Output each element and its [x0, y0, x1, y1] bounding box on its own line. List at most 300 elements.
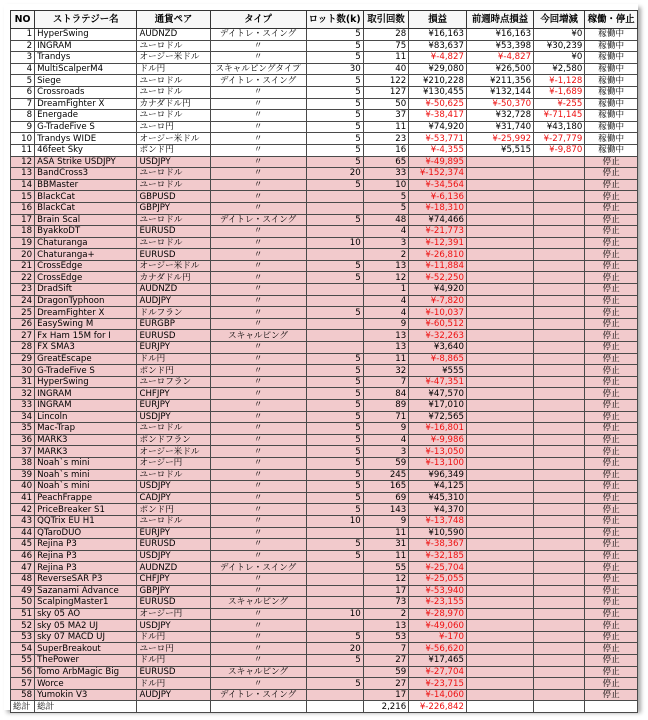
cell-no: 45 — [11, 539, 35, 551]
cell-status: 停止 — [585, 226, 638, 238]
cell-type: 〃 — [210, 492, 306, 504]
cell-no: 24 — [11, 295, 35, 307]
cell-change — [534, 237, 585, 249]
table-row — [11, 272, 638, 284]
table-row — [11, 260, 638, 272]
cell-trades: 73 — [363, 597, 409, 609]
cell-pnl: ¥4,370 — [409, 504, 467, 516]
cell-pnl: ¥-56,620 — [409, 643, 467, 655]
cell-trades: 13 — [363, 260, 409, 272]
cell-trades: 12 — [363, 272, 409, 284]
cell-currency-pair: ユーロ円 — [137, 121, 210, 133]
cell-no: 42 — [11, 504, 35, 516]
cell-strategy-name: GreatEscape — [35, 353, 137, 365]
cell-pnl: ¥-25,055 — [409, 573, 467, 585]
report-frame — [4, 4, 638, 710]
cell-prev-week-pnl — [466, 573, 533, 585]
cell-lots: 5 — [306, 411, 363, 423]
cell-prev-week-pnl: ¥32,728 — [466, 110, 533, 122]
cell-change — [534, 342, 585, 354]
cell-currency-pair: EURUSD — [137, 666, 210, 678]
cell-type: 〃 — [210, 504, 306, 516]
cell-pnl: ¥-23,155 — [409, 597, 467, 609]
cell-currency-pair: EURUSD — [137, 597, 210, 609]
table-row — [11, 284, 638, 296]
cell-pnl: ¥-12,391 — [409, 237, 467, 249]
table-row — [11, 585, 638, 597]
cell-status: 停止 — [585, 689, 638, 701]
cell-pnl: ¥-8,865 — [409, 353, 467, 365]
cell-no: 5 — [11, 75, 35, 87]
table-row — [11, 689, 638, 701]
cell-trades: 75 — [363, 40, 409, 52]
table-row — [11, 527, 638, 539]
cell-status: 停止 — [585, 307, 638, 319]
cell-status: 停止 — [585, 666, 638, 678]
cell-currency-pair: ユーロドル — [137, 515, 210, 527]
cell-change — [534, 318, 585, 330]
cell-lots — [306, 562, 363, 574]
cell-no: 2 — [11, 40, 35, 52]
cell-no: 56 — [11, 666, 35, 678]
cell-strategy-name: QTaroDUO — [35, 527, 137, 539]
cell-change — [534, 585, 585, 597]
cell-currency-pair: カナダドル円 — [137, 272, 210, 284]
cell-change — [534, 608, 585, 620]
table-row — [11, 295, 638, 307]
col-header-no: NO — [11, 11, 35, 29]
cell-no: 14 — [11, 179, 35, 191]
table-row — [11, 98, 638, 110]
cell-lots — [306, 666, 363, 678]
cell-trades: 11 — [363, 52, 409, 64]
cell-status: 停止 — [585, 655, 638, 667]
cell-strategy-name: sky 07 MACD UJ — [35, 631, 137, 643]
cell-strategy-name: Noah`s mini — [35, 457, 137, 469]
cell-trades: 7 — [363, 376, 409, 388]
cell-type: 〃 — [210, 620, 306, 632]
cell-status: 停止 — [585, 608, 638, 620]
col-header-prev-week-pnl: 前週時点損益 — [466, 11, 533, 29]
table-row — [11, 469, 638, 481]
cell-type: デイトレ・スイング — [210, 75, 306, 87]
cell-lots — [306, 689, 363, 701]
cell-change — [534, 492, 585, 504]
cell-type: 〃 — [210, 469, 306, 481]
cell-lots — [306, 330, 363, 342]
cell-no: 58 — [11, 689, 35, 701]
cell-currency-pair: オージー米ドル — [137, 52, 210, 64]
cell-pnl: ¥-34,564 — [409, 179, 467, 191]
cell-type: デイトレ・スイング — [210, 29, 306, 41]
cell-currency-pair: ユーロドル — [137, 168, 210, 180]
cell-status: 停止 — [585, 504, 638, 516]
cell-change — [534, 272, 585, 284]
cell-status: 停止 — [585, 492, 638, 504]
cell-trades: 13 — [363, 620, 409, 632]
cell-trades: 11 — [363, 527, 409, 539]
cell-pnl: ¥72,565 — [409, 411, 467, 423]
cell-trades: 4 — [363, 434, 409, 446]
table-row — [11, 29, 638, 41]
cell-prev-week-pnl — [466, 376, 533, 388]
cell-change — [534, 388, 585, 400]
cell-status: 稼働中 — [585, 98, 638, 110]
cell-change — [534, 515, 585, 527]
table-row — [11, 620, 638, 632]
cell-strategy-name: MultiScalperM4 — [35, 63, 137, 75]
cell-currency-pair: GBPUSD — [137, 191, 210, 203]
cell-no: 25 — [11, 307, 35, 319]
cell-currency-pair: USDJPY — [137, 411, 210, 423]
cell-lots — [306, 585, 363, 597]
cell-change — [534, 260, 585, 272]
cell-type: 〃 — [210, 272, 306, 284]
cell-trades: 2 — [363, 608, 409, 620]
cell-change: ¥-27,779 — [534, 133, 585, 145]
cell-no: 27 — [11, 330, 35, 342]
cell-trades: 11 — [363, 550, 409, 562]
cell-type: 〃 — [210, 434, 306, 446]
cell-trades: 13 — [363, 330, 409, 342]
cell-strategy-name: MARK3 — [35, 446, 137, 458]
table-row — [11, 75, 638, 87]
cell-lots — [306, 342, 363, 354]
cell-pnl: ¥-16,801 — [409, 423, 467, 435]
cell-status: 停止 — [585, 597, 638, 609]
cell-strategy-name: Mac-Trap — [35, 423, 137, 435]
table-row — [11, 376, 638, 388]
table-row — [11, 678, 638, 690]
cell-trades: 59 — [363, 457, 409, 469]
cell-type: デイトレ・スイング — [210, 214, 306, 226]
cell-type: スキャルピング — [210, 666, 306, 678]
cell-status: 停止 — [585, 156, 638, 168]
cell-status: 停止 — [585, 318, 638, 330]
cell-type: 〃 — [210, 678, 306, 690]
cell-status: 停止 — [585, 573, 638, 585]
col-header-status: 稼働・停止 — [585, 11, 638, 29]
cell-pnl: ¥-47,351 — [409, 376, 467, 388]
cell-pnl: ¥-23,715 — [409, 678, 467, 690]
cell-pnl: ¥16,163 — [409, 29, 467, 41]
cell-pnl: ¥-49,060 — [409, 620, 467, 632]
cell-change — [534, 446, 585, 458]
cell-type: 〃 — [210, 411, 306, 423]
table-row — [11, 666, 638, 678]
cell-strategy-name: Trandys WIDE — [35, 133, 137, 145]
cell-change — [534, 469, 585, 481]
cell-strategy-name: Crossroads — [35, 86, 137, 98]
cell-prev-week-pnl — [466, 434, 533, 446]
cell-trades: 1 — [363, 284, 409, 296]
cell-status: 稼働中 — [585, 110, 638, 122]
cell-prev-week-pnl — [466, 214, 533, 226]
cell-type: 〃 — [210, 226, 306, 238]
cell-currency-pair: ユーロフラン — [137, 376, 210, 388]
cell-currency-pair: オージー円 — [137, 457, 210, 469]
cell-no: 46 — [11, 550, 35, 562]
cell-prev-week-pnl — [466, 492, 533, 504]
cell-change — [534, 689, 585, 701]
cell-pnl: ¥17,010 — [409, 400, 467, 412]
total-cell — [466, 701, 533, 713]
col-header-pnl: 損益 — [409, 11, 467, 29]
total-cell — [306, 701, 363, 713]
cell-currency-pair: ドル円 — [137, 678, 210, 690]
cell-trades: 3 — [363, 446, 409, 458]
cell-no: 28 — [11, 342, 35, 354]
cell-prev-week-pnl — [466, 342, 533, 354]
total-row — [11, 701, 638, 713]
cell-trades: 9 — [363, 318, 409, 330]
cell-prev-week-pnl: ¥-25,992 — [466, 133, 533, 145]
cell-trades: 3 — [363, 237, 409, 249]
cell-trades: 127 — [363, 86, 409, 98]
cell-no: 6 — [11, 86, 35, 98]
cell-change: ¥-1,128 — [534, 75, 585, 87]
table-row — [11, 237, 638, 249]
cell-strategy-name: Noah`s mini — [35, 481, 137, 493]
cell-prev-week-pnl: ¥53,398 — [466, 40, 533, 52]
cell-type: スキャルピング — [210, 330, 306, 342]
cell-trades: 4 — [363, 295, 409, 307]
cell-type: 〃 — [210, 284, 306, 296]
cell-change: ¥30,239 — [534, 40, 585, 52]
cell-trades: 23 — [363, 133, 409, 145]
cell-type: 〃 — [210, 133, 306, 145]
cell-no: 9 — [11, 121, 35, 133]
cell-type: 〃 — [210, 655, 306, 667]
cell-status: 停止 — [585, 550, 638, 562]
table-row — [11, 573, 638, 585]
table-row — [11, 504, 638, 516]
cell-status: 停止 — [585, 585, 638, 597]
cell-strategy-name: ReverseSAR P3 — [35, 573, 137, 585]
cell-pnl: ¥210,228 — [409, 75, 467, 87]
cell-pnl: ¥-52,250 — [409, 272, 467, 284]
cell-currency-pair: EURJPY — [137, 342, 210, 354]
cell-prev-week-pnl — [466, 307, 533, 319]
cell-status: 稼働中 — [585, 86, 638, 98]
cell-lots: 20 — [306, 643, 363, 655]
cell-no: 36 — [11, 434, 35, 446]
cell-trades: 4 — [363, 307, 409, 319]
cell-no: 34 — [11, 411, 35, 423]
cell-type: 〃 — [210, 550, 306, 562]
cell-prev-week-pnl: ¥-4,827 — [466, 52, 533, 64]
table-row — [11, 457, 638, 469]
cell-pnl: ¥-49,895 — [409, 156, 467, 168]
cell-strategy-name: DragonTyphoon — [35, 295, 137, 307]
cell-lots: 5 — [306, 179, 363, 191]
cell-prev-week-pnl: ¥26,500 — [466, 63, 533, 75]
cell-strategy-name: BandCross3 — [35, 168, 137, 180]
cell-lots: 5 — [306, 156, 363, 168]
cell-trades: 10 — [363, 179, 409, 191]
cell-trades: 31 — [363, 539, 409, 551]
cell-status: 停止 — [585, 562, 638, 574]
cell-status: 停止 — [585, 272, 638, 284]
cell-pnl: ¥-38,417 — [409, 110, 467, 122]
cell-prev-week-pnl — [466, 689, 533, 701]
cell-currency-pair: EURGBP — [137, 318, 210, 330]
cell-type: 〃 — [210, 539, 306, 551]
cell-status: 停止 — [585, 434, 638, 446]
cell-no: 39 — [11, 469, 35, 481]
cell-status: 稼働中 — [585, 63, 638, 75]
cell-type: 〃 — [210, 457, 306, 469]
cell-prev-week-pnl — [466, 237, 533, 249]
cell-no: 30 — [11, 365, 35, 377]
cell-trades: 27 — [363, 655, 409, 667]
cell-change: ¥-1,689 — [534, 86, 585, 98]
cell-prev-week-pnl: ¥-50,370 — [466, 98, 533, 110]
cell-no: 18 — [11, 226, 35, 238]
cell-currency-pair: ドルフラン — [137, 307, 210, 319]
table-row — [11, 446, 638, 458]
cell-currency-pair: ポンド円 — [137, 144, 210, 156]
cell-trades: 4 — [363, 226, 409, 238]
cell-pnl: ¥-18,310 — [409, 202, 467, 214]
cell-lots: 5 — [306, 446, 363, 458]
cell-strategy-name: DreamFighter X — [35, 307, 137, 319]
cell-type: デイトレ・スイング — [210, 562, 306, 574]
cell-strategy-name: FX SMA3 — [35, 342, 137, 354]
cell-currency-pair: ポンド円 — [137, 365, 210, 377]
cell-prev-week-pnl — [466, 156, 533, 168]
cell-strategy-name: QQTrix EU H1 — [35, 515, 137, 527]
cell-type: 〃 — [210, 573, 306, 585]
cell-trades: 9 — [363, 423, 409, 435]
cell-lots: 5 — [306, 75, 363, 87]
cell-status: 停止 — [585, 469, 638, 481]
table-row — [11, 353, 638, 365]
cell-currency-pair: EURUSD — [137, 226, 210, 238]
cell-prev-week-pnl: ¥211,356 — [466, 75, 533, 87]
cell-trades: 59 — [363, 666, 409, 678]
cell-prev-week-pnl — [466, 226, 533, 238]
cell-pnl: ¥-152,374 — [409, 168, 467, 180]
cell-lots: 10 — [306, 608, 363, 620]
cell-strategy-name: PriceBreaker S1 — [35, 504, 137, 516]
cell-trades: 37 — [363, 110, 409, 122]
cell-strategy-name: Siege — [35, 75, 137, 87]
cell-prev-week-pnl — [466, 585, 533, 597]
cell-pnl: ¥-53,771 — [409, 133, 467, 145]
cell-strategy-name: Worce — [35, 678, 137, 690]
total-trades: 2,216 — [363, 701, 409, 713]
cell-currency-pair: AUDJPY — [137, 295, 210, 307]
cell-strategy-name: HyperSwing — [35, 29, 137, 41]
cell-lots: 20 — [306, 168, 363, 180]
col-header-lots: ロット数(k) — [306, 11, 363, 29]
cell-strategy-name: 46feet Sky — [35, 144, 137, 156]
cell-type: スキャルピングタイプ — [210, 63, 306, 75]
cell-strategy-name: Brain Scal — [35, 214, 137, 226]
cell-strategy-name: Rejina P3 — [35, 550, 137, 562]
cell-trades: 17 — [363, 689, 409, 701]
cell-type: 〃 — [210, 365, 306, 377]
cell-lots: 5 — [306, 434, 363, 446]
cell-pnl: ¥130,455 — [409, 86, 467, 98]
cell-trades: 245 — [363, 469, 409, 481]
cell-lots: 5 — [306, 655, 363, 667]
cell-status: 停止 — [585, 168, 638, 180]
cell-no: 51 — [11, 608, 35, 620]
header-row — [11, 11, 638, 29]
cell-trades: 165 — [363, 481, 409, 493]
cell-strategy-name: MARK3 — [35, 434, 137, 446]
table-row — [11, 144, 638, 156]
cell-change — [534, 411, 585, 423]
table-row — [11, 214, 638, 226]
cell-change: ¥-255 — [534, 98, 585, 110]
cell-strategy-name: G-TradeFive S — [35, 365, 137, 377]
cell-strategy-name: INGRAM — [35, 400, 137, 412]
cell-currency-pair: USDJPY — [137, 620, 210, 632]
cell-pnl: ¥-13,748 — [409, 515, 467, 527]
cell-pnl: ¥-4,827 — [409, 52, 467, 64]
cell-lots — [306, 318, 363, 330]
cell-prev-week-pnl — [466, 260, 533, 272]
cell-currency-pair: GBPJPY — [137, 202, 210, 214]
cell-currency-pair: オージー米ドル — [137, 133, 210, 145]
cell-lots: 5 — [306, 388, 363, 400]
cell-no: 20 — [11, 249, 35, 261]
cell-change — [534, 539, 585, 551]
cell-currency-pair: EURJPY — [137, 400, 210, 412]
table-row — [11, 365, 638, 377]
cell-no: 13 — [11, 168, 35, 180]
cell-lots: 5 — [306, 353, 363, 365]
cell-type: 〃 — [210, 481, 306, 493]
cell-strategy-name: INGRAM — [35, 388, 137, 400]
cell-trades: 89 — [363, 400, 409, 412]
cell-status: 稼働中 — [585, 52, 638, 64]
cell-currency-pair: ユーロドル — [137, 423, 210, 435]
cell-prev-week-pnl — [466, 318, 533, 330]
cell-change — [534, 179, 585, 191]
table-row — [11, 434, 638, 446]
cell-currency-pair: オージー米ドル — [137, 260, 210, 272]
cell-strategy-name: Lincoln — [35, 411, 137, 423]
cell-lots: 5 — [306, 98, 363, 110]
cell-no: 10 — [11, 133, 35, 145]
table-row — [11, 202, 638, 214]
cell-change — [534, 643, 585, 655]
cell-change: ¥-71,145 — [534, 110, 585, 122]
table-row — [11, 40, 638, 52]
cell-status: 稼働中 — [585, 133, 638, 145]
cell-lots: 5 — [306, 550, 363, 562]
total-cell — [137, 701, 210, 713]
cell-change — [534, 597, 585, 609]
cell-status: 停止 — [585, 237, 638, 249]
cell-change — [534, 376, 585, 388]
cell-strategy-name: Sazanami Advance — [35, 585, 137, 597]
cell-pnl: ¥-60,512 — [409, 318, 467, 330]
cell-strategy-name: G-TradeFive S — [35, 121, 137, 133]
cell-strategy-name: INGRAM — [35, 40, 137, 52]
cell-currency-pair: EURUSD — [137, 539, 210, 551]
cell-lots: 5 — [306, 52, 363, 64]
cell-type: 〃 — [210, 307, 306, 319]
cell-trades: 11 — [363, 353, 409, 365]
cell-status: 停止 — [585, 191, 638, 203]
cell-change — [534, 620, 585, 632]
cell-lots: 5 — [306, 400, 363, 412]
